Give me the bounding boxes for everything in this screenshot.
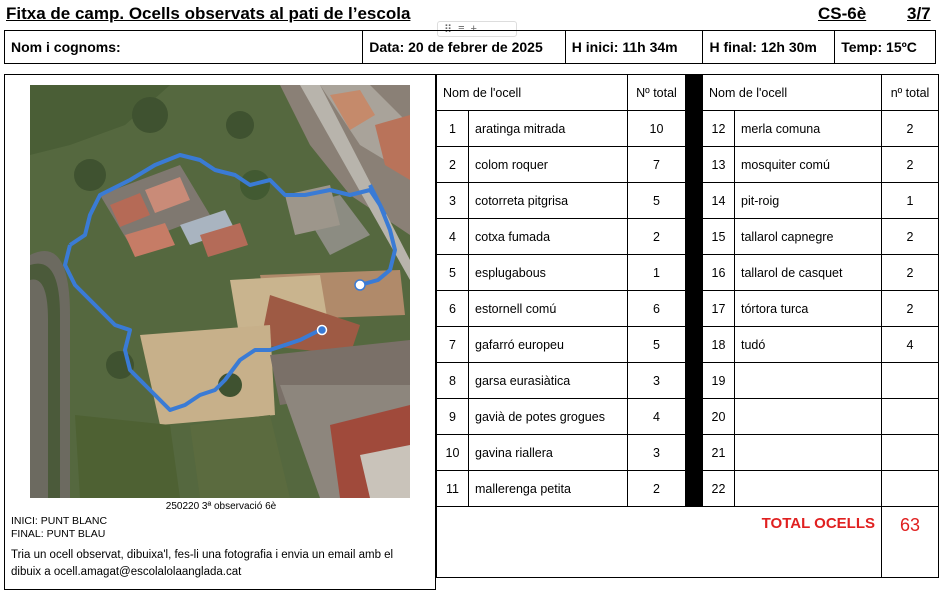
table-row [437, 219, 939, 255]
bird-number: 1 [437, 111, 469, 147]
column-divider [686, 363, 703, 399]
bird-total: 7 [628, 147, 686, 183]
bird-total: 3 [628, 435, 686, 471]
bird-total: 2 [882, 291, 939, 327]
table-row [437, 255, 939, 291]
bird-total: 4 [628, 399, 686, 435]
page-number: 3/7 [907, 4, 931, 23]
bird-name: gafarró europeu [469, 327, 628, 363]
bird-name: tórtora turca [735, 291, 882, 327]
bird-number: 10 [437, 435, 469, 471]
bird-total [882, 399, 939, 435]
bird-number: 12 [703, 111, 735, 147]
column-divider [686, 327, 703, 363]
bird-name [735, 471, 882, 507]
table-row [437, 471, 939, 507]
table-row [437, 291, 939, 327]
column-divider [686, 147, 703, 183]
date-field: Data: 20 de febrer de 2025 [363, 31, 566, 63]
bird-number: 15 [703, 219, 735, 255]
add-icon[interactable]: + [470, 23, 477, 35]
column-divider [686, 255, 703, 291]
header-total-left: Nº total [628, 75, 686, 111]
bird-name: tudó [735, 327, 882, 363]
bird-total [882, 471, 939, 507]
bird-name: cotorreta pitgrisa [469, 183, 628, 219]
bird-total: 4 [882, 327, 939, 363]
column-divider [686, 75, 703, 111]
bird-number: 9 [437, 399, 469, 435]
bird-name: mosquiter comú [735, 147, 882, 183]
bird-number: 4 [437, 219, 469, 255]
end-time-field: H final: 12h 30m [703, 31, 835, 63]
page-title: Fitxa de camp. Ocells observats al pati de l’escola [6, 4, 411, 23]
column-divider [686, 435, 703, 471]
bird-total: 1 [882, 183, 939, 219]
header-bird-name-left: Nom de l'ocell [437, 75, 628, 111]
bird-name: cotxa fumada [469, 219, 628, 255]
bird-number: 19 [703, 363, 735, 399]
total-label: TOTAL OCELLS [437, 507, 882, 578]
map-panel [4, 74, 436, 590]
bird-name: merla comuna [735, 111, 882, 147]
column-divider [686, 399, 703, 435]
format-lines-icon[interactable]: ≡ [458, 23, 465, 35]
column-divider [686, 471, 703, 507]
start-legend: INICI: PUNT BLANC [11, 515, 108, 527]
table-header-row [437, 75, 939, 111]
bird-name: colom roquer [469, 147, 628, 183]
name-field[interactable]: Nom i cognoms: [5, 31, 363, 63]
bird-name: tallarol capnegre [735, 219, 882, 255]
bird-total: 5 [628, 183, 686, 219]
bird-total: 2 [882, 147, 939, 183]
bird-number: 3 [437, 183, 469, 219]
bird-name: pit-roig [735, 183, 882, 219]
bird-number: 20 [703, 399, 735, 435]
bird-total: 3 [628, 363, 686, 399]
bird-name: gavià de potes grogues [469, 399, 628, 435]
bird-number: 2 [437, 147, 469, 183]
bird-total [882, 435, 939, 471]
bird-total: 1 [628, 255, 686, 291]
bird-total: 2 [628, 219, 686, 255]
column-divider [686, 183, 703, 219]
bird-number: 11 [437, 471, 469, 507]
bird-number: 17 [703, 291, 735, 327]
bird-total: 5 [628, 327, 686, 363]
route-map-image [30, 85, 410, 498]
bird-name [735, 399, 882, 435]
bird-count-table [436, 74, 939, 578]
bird-number: 8 [437, 363, 469, 399]
bird-number: 18 [703, 327, 735, 363]
instructions-text: Tria un ocell observat, dibuixa'l, fes-li una fotografia i envia un email amb el dibuix a ocell.amagat@escolalolaanglada.cat [11, 549, 394, 578]
bird-name [735, 363, 882, 399]
bird-total: 2 [628, 471, 686, 507]
table-row [437, 327, 939, 363]
total-value: 63 [882, 507, 939, 578]
header-total-right: nº total [882, 75, 939, 111]
bird-total: 6 [628, 291, 686, 327]
column-divider [686, 291, 703, 327]
bird-number: 14 [703, 183, 735, 219]
info-bar [4, 30, 936, 64]
bird-number: 22 [703, 471, 735, 507]
bird-number: 21 [703, 435, 735, 471]
column-divider [686, 111, 703, 147]
map-caption: 250220 3ª observació 6è [165, 501, 277, 512]
bird-total [882, 363, 939, 399]
drag-handle-icon[interactable]: ⠿ [444, 23, 453, 36]
table-row [437, 399, 939, 435]
bird-number: 6 [437, 291, 469, 327]
bird-number: 7 [437, 327, 469, 363]
bird-total: 2 [882, 111, 939, 147]
bird-total: 2 [882, 219, 939, 255]
bird-name: gavina riallera [469, 435, 628, 471]
bird-number: 16 [703, 255, 735, 291]
bird-name: aratinga mitrada [469, 111, 628, 147]
bird-name [735, 435, 882, 471]
temperature-field: Temp: 15ºC [841, 39, 917, 55]
table-row [437, 147, 939, 183]
bird-total: 2 [882, 255, 939, 291]
end-legend: FINAL: PUNT BLAU [11, 528, 106, 540]
bird-name: esplugabous [469, 255, 628, 291]
header-bird-name-right: Nom de l'ocell [703, 75, 882, 111]
table-row [437, 183, 939, 219]
bird-number: 5 [437, 255, 469, 291]
bird-name: mallerenga petita [469, 471, 628, 507]
column-divider [686, 219, 703, 255]
bird-name: estornell comú [469, 291, 628, 327]
table-row [437, 111, 939, 147]
bird-name: garsa eurasiàtica [469, 363, 628, 399]
bird-total: 10 [628, 111, 686, 147]
start-time-field: H inici: 11h 34m [566, 31, 704, 63]
table-row [437, 363, 939, 399]
course-label: CS-6è [818, 4, 867, 23]
bird-name: tallarol de casquet [735, 255, 882, 291]
total-row [437, 507, 939, 578]
table-row [437, 435, 939, 471]
bird-number: 13 [703, 147, 735, 183]
